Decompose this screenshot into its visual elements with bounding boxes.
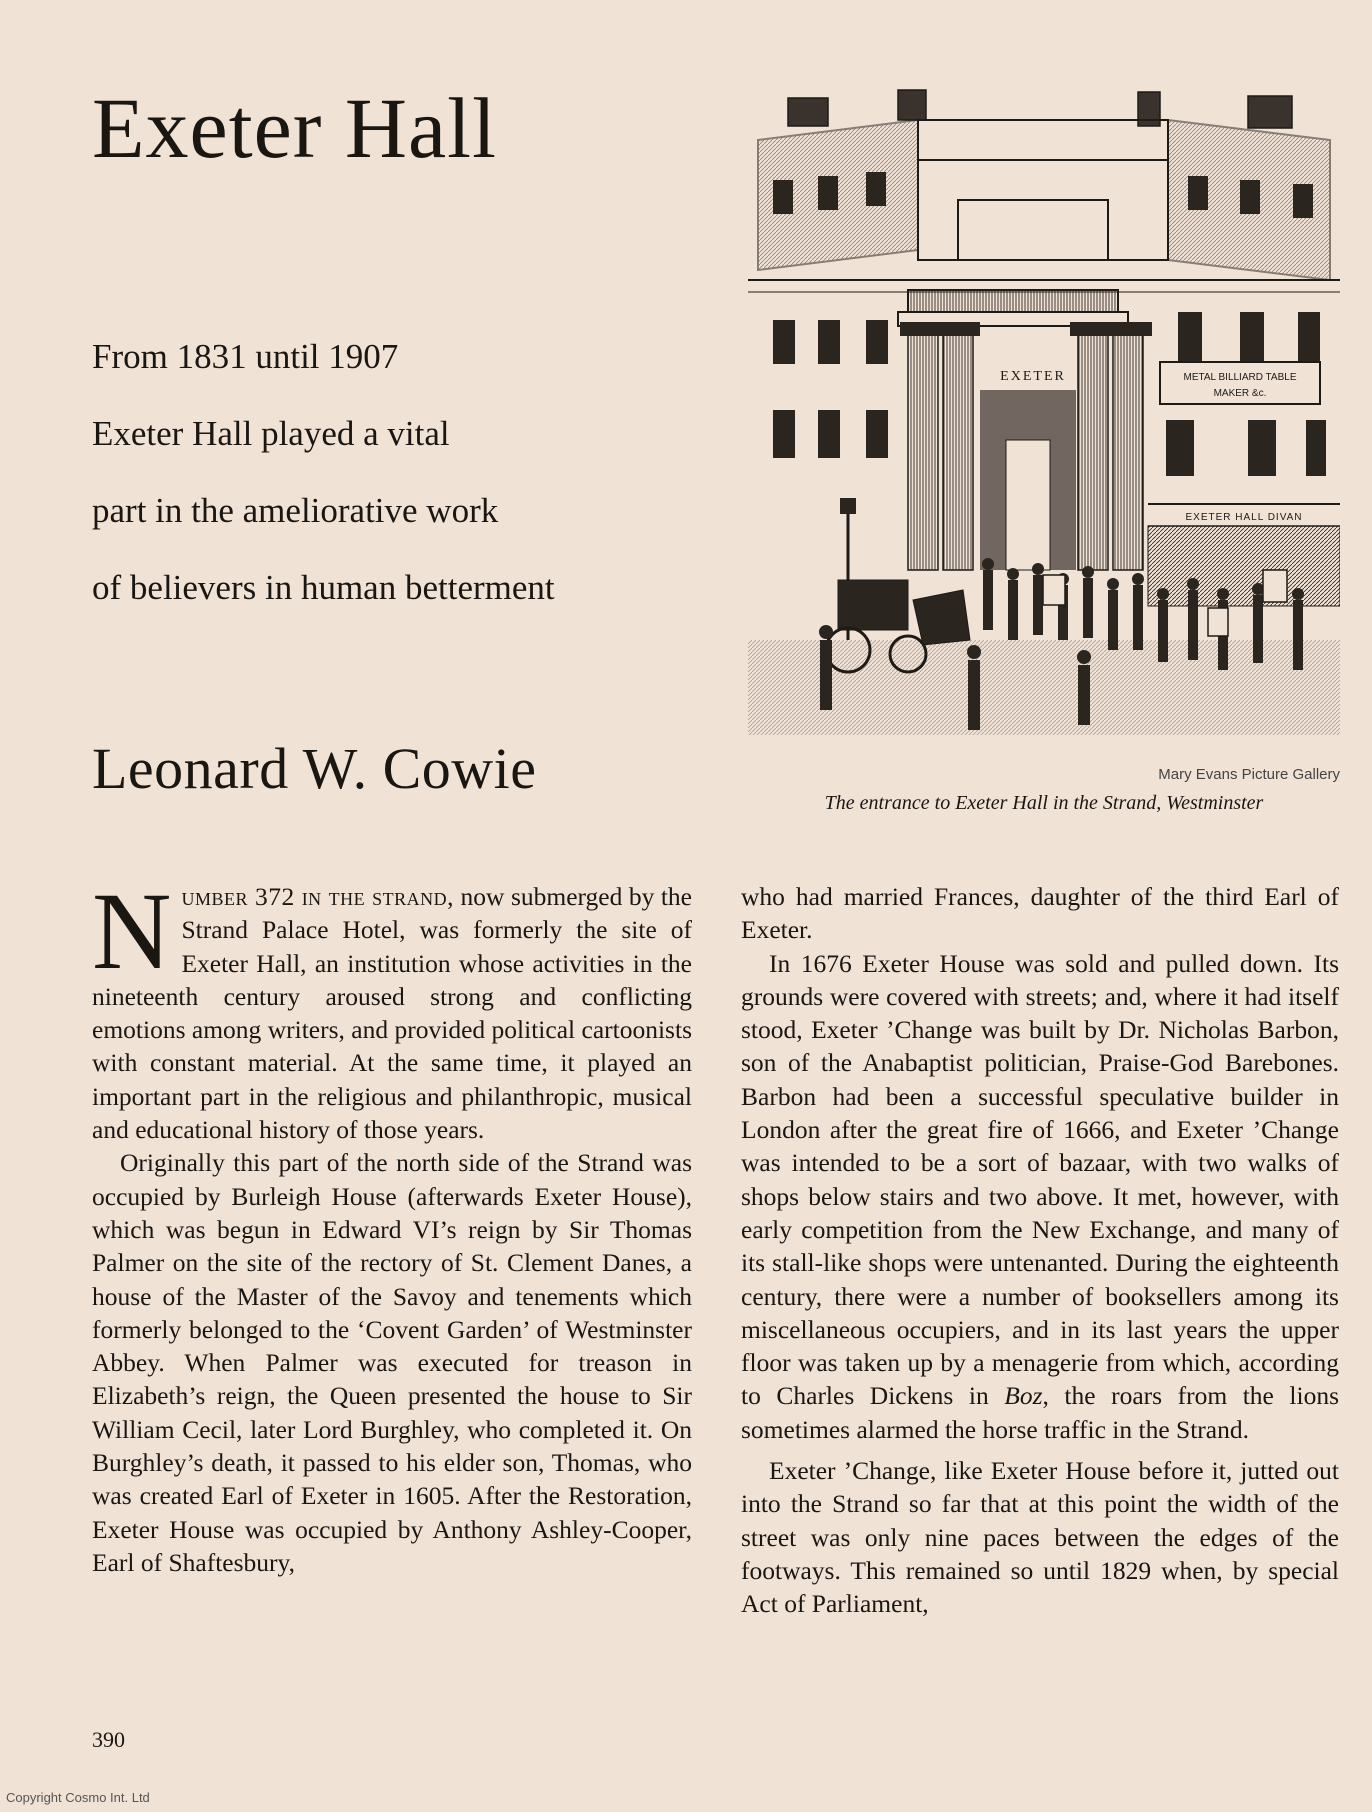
standfirst-line: part in the ameliorative work: [92, 491, 499, 530]
body-paragraph: Exeter ’Change, like Exeter House before it, jutted out into the Strand so far that at this point the width of the street was only nine paces between the edges of the footways. This remained so until 1829 when, by special Act of Parliament,: [741, 1456, 1339, 1619]
page-title: Exeter Hall: [92, 80, 497, 176]
body-paragraph: [92, 870, 692, 1146]
standfirst-line: From 1831 until 1907: [92, 337, 399, 376]
body-paragraph: [741, 947, 1339, 1446]
figure-caption: The entrance to Exeter Hall in the Strand, Westminster: [824, 792, 1264, 814]
body-paragraph: who had married Frances, daughter of the third Earl of Exeter.: [741, 882, 1339, 945]
lead-in: umber 372 in the strand,: [181, 882, 455, 911]
paragraph-text: now submerged by the Strand Palace Hotel, was formerly the site of Exeter Hall, an institution whose activities in the nineteenth century aroused strong and conflicting emotions among writers, and provided political cartoonists with constant material. At the same time, it played an important part in the religious and philanthropic, musical and educational history of those years.: [92, 882, 692, 1145]
divan-sign: EXETER HALL DIVAN: [1185, 512, 1303, 523]
book-title: Boz: [1004, 1381, 1043, 1411]
paragraph-text: , the roars from the lions sometimes alarmed the horse traffic in the Strand.: [741, 1381, 1339, 1444]
engraving-figure: [748, 80, 1340, 760]
exeter-hall-engraving: [748, 80, 1340, 735]
copyright-notice: Copyright Cosmo Int. Ltd: [6, 1790, 150, 1805]
body-column-right: [741, 880, 1339, 1621]
standfirst-line: of believers in human betterment: [92, 568, 555, 607]
shop-sign-line2: MAKER &c.: [1213, 388, 1267, 399]
shop-sign-line1: METAL BILLIARD TABLE: [1183, 372, 1297, 383]
body-paragraph: Originally this part of the north side of the Strand was occupied by Burleigh House (afterwards Exeter House), which was begun in Edward VI’s reign by Sir Thomas Palmer on the site of the rectory of St. Clement Danes, a house of the Master of the Savoy and tenements which formerly belonged to the ‘Covent Garden’ of Westminster Abbey. When Palmer was executed for treason in Elizabeth’s reign, the Queen presented the house to Sir William Cecil, later Lord Burghley, who completed it. On Burghley’s death, it passed to his elder son, Thomas, who was created Earl of Exeter in 1605. After the Restoration, Exeter House was occupied by Anthony Ashley-Cooper, Earl of Shaftesbury,: [92, 1148, 692, 1577]
photo-credit: Mary Evans Picture Gallery: [1158, 766, 1340, 783]
pediment-sign: EXETER: [1000, 369, 1066, 384]
standfirst-line: Exeter Hall played a vital: [92, 414, 450, 453]
drop-cap: N: [92, 870, 172, 992]
author-byline: Leonard W. Cowie: [92, 736, 537, 801]
standfirst: [92, 318, 732, 626]
paragraph-text: In 1676 Exeter House was sold and pulled down. Its grounds were covered with streets; and, where it had itself stood, Exeter ’Change was built by Dr. Nicholas Barbon, son of the Anabaptist politician, Praise-God Barebones. Barbon had been a successful speculative builder in London after the great fire of 1666, and Exeter ’Change was intended to be a sort of bazaar, with two walks of shops below stairs and two above. It met, however, with early competition from the New Exchange, and many of its stall-like shops were untenanted. During the eighteenth century, there were a number of booksellers among its miscellaneous occupiers, and in its last years the upper floor was taken up by a menagerie from which, according to Charles Dickens in: [741, 948, 1339, 1411]
body-column-left: [92, 870, 692, 1579]
page-number: 390: [92, 1727, 125, 1752]
